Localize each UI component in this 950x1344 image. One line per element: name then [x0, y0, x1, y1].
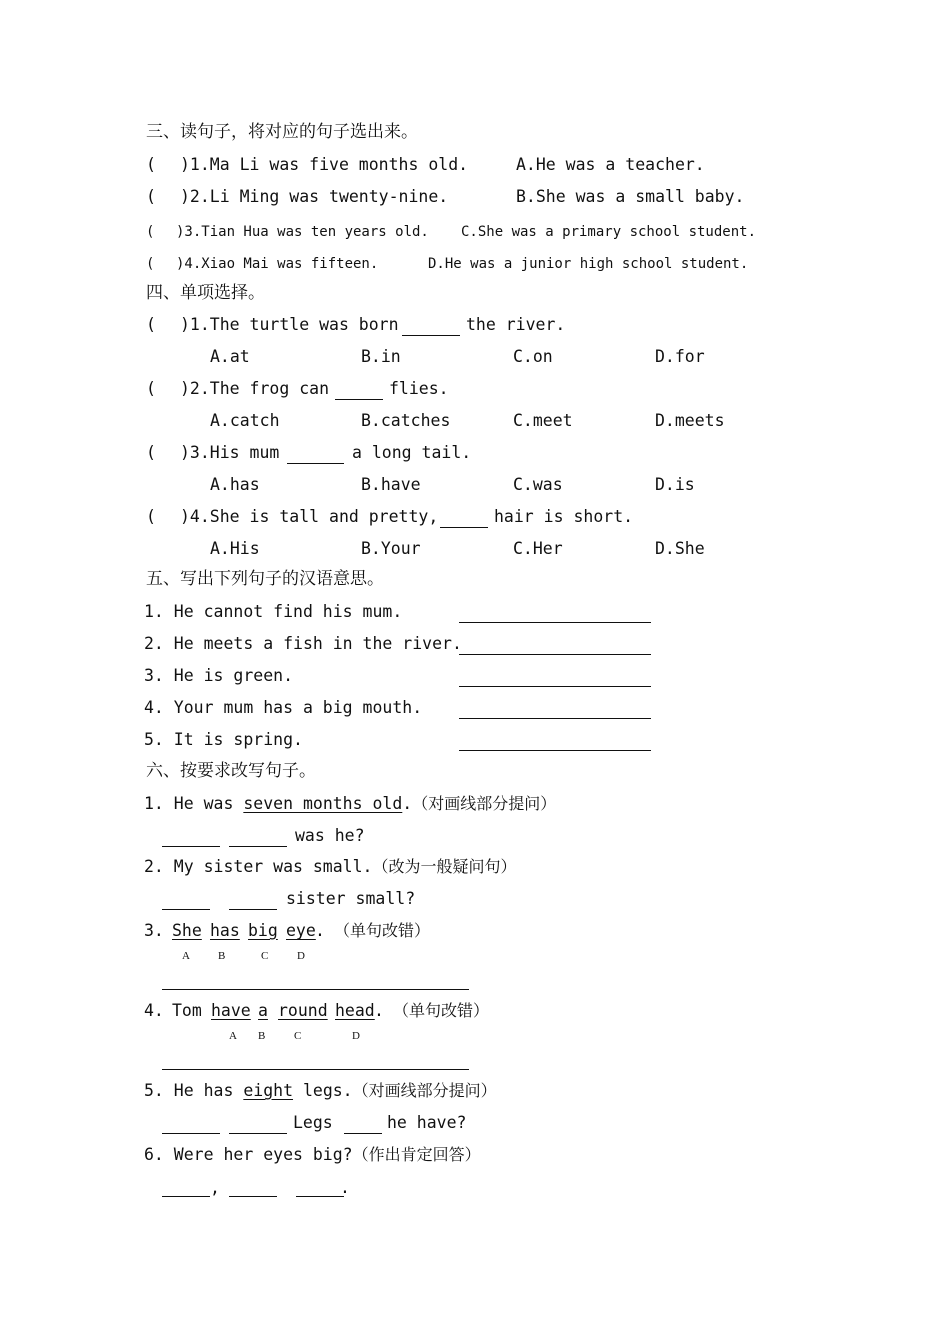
s6-q2-answer-tail: sister small?	[286, 889, 416, 908]
s3-q3-text: )3.Tian Hua was ten years old.	[176, 224, 429, 240]
s6-q4-period: .	[374, 1001, 384, 1020]
s6-q1-blank-2[interactable]	[229, 846, 287, 847]
section-3-title: 三、读句子，将对应的句子选出来。	[146, 122, 418, 142]
s4-q3-option-a: A.has	[210, 475, 260, 494]
s6-q3-word-c: big	[248, 921, 278, 940]
s4-q3-option-b: B.have	[361, 475, 421, 494]
s6-q3-label-a: A	[182, 950, 190, 962]
s3-q2-text: )2.Li Ming was twenty-nine.	[180, 187, 449, 206]
s4-q2-option-a: A.catch	[210, 411, 280, 430]
s6-q2-text	[144, 857, 517, 877]
s5-q3-answer-line[interactable]	[459, 686, 651, 687]
s4-q3-option-c: C.was	[513, 475, 563, 494]
s6-q6-comma: ,	[210, 1178, 220, 1197]
s4-q2-text: )2.The frog can	[180, 379, 330, 398]
s4-q4-option-d: D.She	[655, 539, 705, 558]
s6-q4-word-a: have	[211, 1001, 251, 1020]
s5-q4-answer-line[interactable]	[459, 718, 651, 719]
s3-option-c: C.She was a primary school student.	[461, 224, 757, 240]
s6-q4-label-b: B	[258, 1030, 266, 1042]
s4-q1-text-end: the river.	[466, 315, 566, 334]
s4-q3-text: )3.His mum	[180, 443, 280, 462]
s6-q5-blank-2[interactable]	[229, 1133, 287, 1134]
s6-q1-blank-1[interactable]	[162, 846, 220, 847]
s4-q4-bracket: (	[146, 507, 156, 526]
s4-q4-blank[interactable]	[440, 527, 488, 528]
s6-q3-word-d: eye	[286, 921, 316, 940]
s6-q6-blank-1[interactable]	[162, 1196, 210, 1197]
s6-q4-word-d: head	[335, 1001, 375, 1020]
s3-q1-bracket: (	[146, 155, 156, 174]
s3-q1-text: )1.Ma Li was five months old.	[180, 155, 469, 174]
s6-q1-answer-tail: was he?	[295, 826, 365, 845]
s3-option-b: B.She was a small baby.	[516, 187, 745, 206]
s6-q6-period: .	[340, 1178, 350, 1197]
s6-q5-underlined-word: eight	[243, 1081, 294, 1100]
s4-q2-text-end: flies.	[389, 379, 449, 398]
section-6-title: 六、按要求改写句子。	[146, 761, 316, 781]
s4-q3-option-d: D.is	[655, 475, 695, 494]
s6-q3-word-a: She	[172, 921, 202, 940]
s6-q1-period: .	[402, 794, 413, 813]
s4-q2-option-d: D.meets	[655, 411, 725, 430]
s6-q2-blank-1[interactable]	[162, 909, 210, 910]
s6-q3-note: （单句改错）	[334, 921, 431, 940]
s4-q3-text-end: a long tail.	[352, 443, 472, 462]
s6-q6-blank-2[interactable]	[229, 1196, 277, 1197]
s6-q4-word-c: round	[278, 1001, 328, 1020]
s4-q1-blank[interactable]	[402, 335, 460, 336]
s4-q2-option-c: C.meet	[513, 411, 573, 430]
s5-q2-text: 2. He meets a fish in the river.	[144, 634, 462, 653]
s3-option-d: D.He was a junior high school student.	[428, 256, 749, 272]
s6-q1-text	[144, 794, 556, 814]
s5-q5-text: 5. It is spring.	[144, 730, 303, 749]
s4-q2-bracket: (	[146, 379, 156, 398]
s4-q3-blank[interactable]	[287, 463, 344, 464]
s6-q4-label-a: A	[229, 1030, 237, 1042]
s6-q4-first-word: Tom	[172, 1001, 202, 1020]
s3-q4-bracket: (	[146, 256, 155, 272]
s4-q3-bracket: (	[146, 443, 156, 462]
section-4-title: 四、单项选择。	[146, 283, 265, 303]
s4-q1-text: )1.The turtle was born	[180, 315, 399, 334]
s6-q4-label-c: C	[294, 1030, 302, 1042]
s6-q3-label-b: B	[218, 950, 226, 962]
s6-q5-tail: legs.	[293, 1081, 353, 1100]
s6-q6-note: （作出肯定回答）	[352, 1145, 481, 1164]
s4-q1-option-b: B.in	[361, 347, 401, 366]
s6-q2-sentence: 2. My sister was small.	[144, 857, 373, 876]
s6-q5-blank-1[interactable]	[162, 1133, 220, 1134]
s5-q1-answer-line[interactable]	[459, 622, 651, 623]
s6-q1-lead: 1. He was	[144, 794, 244, 813]
s6-q6-blank-3[interactable]	[296, 1196, 344, 1197]
s6-q1-note: （对画线部分提问）	[412, 794, 557, 813]
s6-q5-blank-3[interactable]	[344, 1133, 382, 1134]
s6-q3-period: .	[315, 921, 325, 940]
s6-q3-number: 3.	[144, 921, 164, 940]
s4-q1-option-a: A.at	[210, 347, 250, 366]
s4-q1-option-c: C.on	[513, 347, 553, 366]
s4-q2-option-b: B.catches	[361, 411, 451, 430]
s6-q6-sentence: 6. Were her eyes big?	[144, 1145, 353, 1164]
s6-q4-word-b: a	[258, 1001, 268, 1020]
s6-q5-lead: 5. He has	[144, 1081, 244, 1100]
s4-q4-option-b: B.Your	[361, 539, 421, 558]
s5-q3-text: 3. He is green.	[144, 666, 294, 685]
s3-q2-bracket: (	[146, 187, 156, 206]
s4-q4-option-a: A.His	[210, 539, 260, 558]
s4-q2-blank[interactable]	[335, 399, 383, 400]
s6-q4-answer-line[interactable]	[162, 1069, 469, 1070]
s4-q4-text-end: hair is short.	[494, 507, 634, 526]
s6-q1-underlined-phrase: seven months old	[243, 794, 403, 813]
s6-q6-text	[144, 1145, 481, 1165]
s6-q3-label-c: C	[261, 950, 269, 962]
s6-q5-answer-tail: he have?	[387, 1113, 467, 1132]
s3-q4-text: )4.Xiao Mai was fifteen.	[176, 256, 379, 272]
s6-q3-label-d: D	[297, 950, 305, 962]
s4-q4-text: )4.She is tall and pretty,	[180, 507, 439, 526]
section-5-title: 五、写出下列句子的汉语意思。	[146, 569, 384, 589]
s6-q2-note: （改为一般疑问句）	[372, 857, 517, 876]
s6-q3-word-b: has	[210, 921, 240, 940]
s6-q4-note: （单句改错）	[393, 1001, 490, 1020]
s5-q5-answer-line[interactable]	[459, 750, 651, 751]
s6-q5-note: （对画线部分提问）	[352, 1081, 497, 1100]
s3-option-a: A.He was a teacher.	[516, 155, 705, 174]
s3-q3-bracket: (	[146, 224, 155, 240]
s4-q1-bracket: (	[146, 315, 156, 334]
s4-q1-option-d: D.for	[655, 347, 705, 366]
s5-q2-answer-line[interactable]	[459, 654, 651, 655]
s6-q5-text	[144, 1081, 497, 1101]
s4-q4-option-c: C.Her	[513, 539, 563, 558]
s6-q2-blank-2[interactable]	[229, 909, 277, 910]
s5-q1-text: 1. He cannot find his mum.	[144, 602, 403, 621]
s6-q3-answer-line[interactable]	[162, 989, 469, 990]
s6-q4-number: 4.	[144, 1001, 164, 1020]
s6-q5-answer-mid: Legs	[293, 1113, 333, 1132]
s5-q4-text: 4. Your mum has a big mouth.	[144, 698, 423, 717]
s6-q4-label-d: D	[352, 1030, 360, 1042]
